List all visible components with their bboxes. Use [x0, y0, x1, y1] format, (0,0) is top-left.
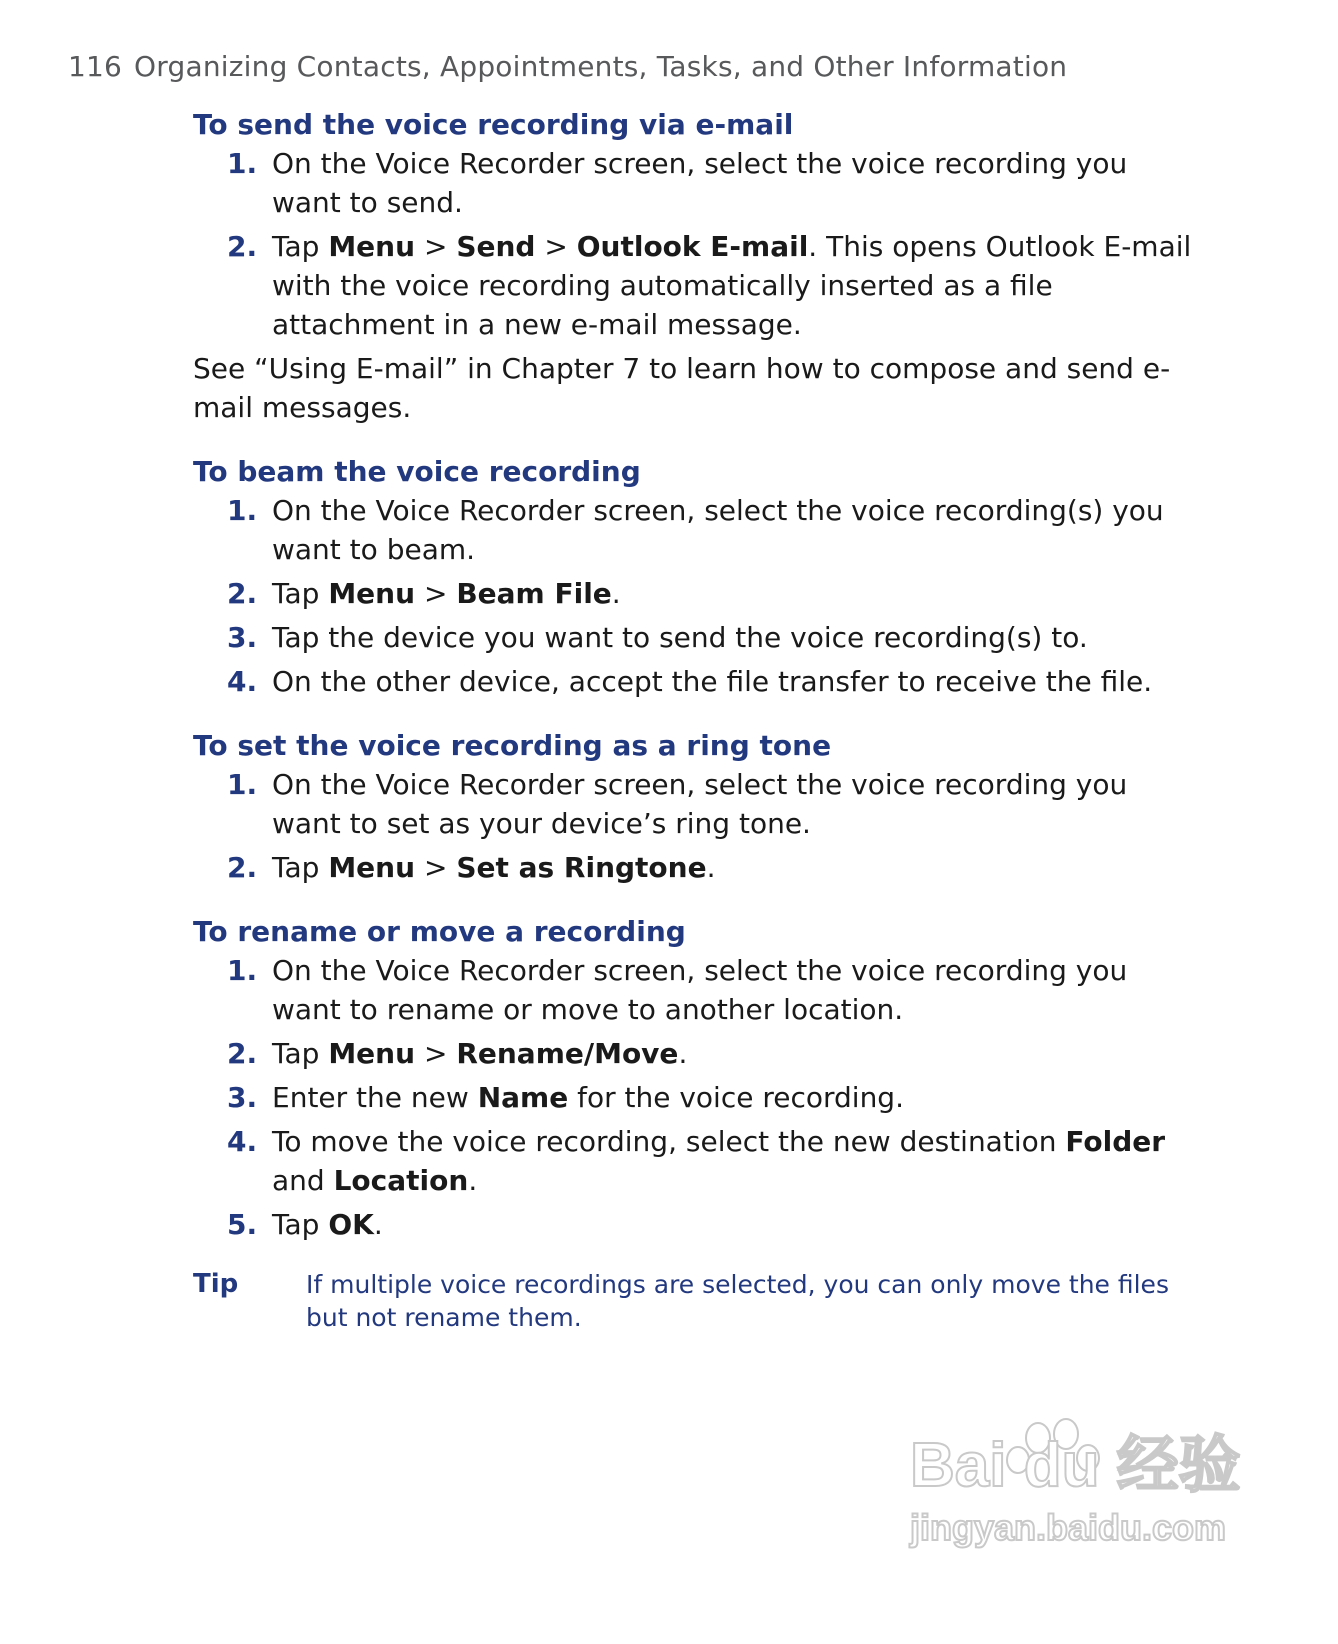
section-title: To send the voice recording via e-mail [193, 108, 794, 141]
step-text: . This opens Outlook E-mail with the voice recording automatically inserted as a file attachment in a new e-mail message. [272, 230, 1192, 341]
step-ui-term: OK [328, 1208, 374, 1241]
step-item [193, 618, 1193, 657]
step-text: > [415, 851, 457, 884]
step-ui-term: Rename/Move [456, 1037, 679, 1070]
step-text: . [373, 1208, 383, 1241]
step-number: 3. [227, 621, 258, 654]
step-text: . [468, 1164, 478, 1197]
step-item [193, 1034, 1193, 1073]
step-text: To move the voice recording, select the new destination [272, 1125, 1066, 1158]
tip-box [193, 1268, 1193, 1334]
section-note: See “Using E-mail” in Chapter 7 to learn how to compose and send e-mail messages. [193, 352, 1171, 424]
step-ui-term: Menu [328, 851, 416, 884]
step-ui-term: Beam File [456, 577, 612, 610]
section-title: To beam the voice recording [193, 455, 641, 488]
step-list [193, 765, 1193, 887]
step-item [193, 1205, 1193, 1244]
step-text: On the Voice Recorder screen, select the voice recording you want to send. [272, 147, 1128, 219]
section [193, 727, 1193, 887]
step-text: On the Voice Recorder screen, select the voice recording you want to set as your device’s ring tone. [272, 768, 1128, 840]
step-item [193, 765, 1193, 843]
step-text: Tap [272, 1208, 329, 1241]
step-number: 3. [227, 1081, 258, 1114]
step-text: On the Voice Recorder screen, select the voice recording(s) you want to beam. [272, 494, 1164, 566]
section [193, 913, 1193, 1244]
section-title: To set the voice recording as a ring tone [193, 729, 832, 762]
step-ui-term: Menu [328, 577, 416, 610]
step-ui-term: Name [477, 1081, 569, 1114]
step-text: and [272, 1164, 334, 1197]
baidu-watermark-logo [910, 1420, 1270, 1590]
tip-label: Tip [193, 1269, 239, 1299]
page-content [193, 106, 1193, 1334]
section [193, 453, 1193, 701]
step-text: Tap [272, 1037, 329, 1070]
step-ui-term: Location [333, 1164, 469, 1197]
step-ui-term: Menu [328, 1037, 416, 1070]
step-text: . [611, 577, 621, 610]
page-number: 116 [68, 50, 123, 83]
step-text: On the other device, accept the file transfer to receive the file. [272, 665, 1153, 698]
step-text: Enter the new [272, 1081, 478, 1114]
tip-text: If multiple voice recordings are selected, you can only move the files but not rename them. [306, 1270, 1169, 1332]
step-number: 2. [227, 851, 258, 884]
chapter-title: Organizing Contacts, Appointments, Tasks, and Other Information [134, 50, 1068, 83]
step-text: > [535, 230, 577, 263]
step-number: 4. [227, 1125, 258, 1158]
step-number: 1. [227, 494, 258, 527]
running-header [68, 50, 1067, 83]
step-item [193, 144, 1193, 222]
step-item [193, 848, 1193, 887]
step-number: 4. [227, 665, 258, 698]
section-title: To rename or move a recording [193, 915, 686, 948]
step-number: 1. [227, 954, 258, 987]
step-list [193, 491, 1193, 701]
step-text: On the Voice Recorder screen, select the voice recording you want to rename or move to another location. [272, 954, 1128, 1026]
step-number: 2. [227, 1037, 258, 1070]
step-number: 1. [227, 768, 258, 801]
step-item [193, 1122, 1193, 1200]
step-ui-term: Set as Ringtone [456, 851, 707, 884]
step-ui-term: Folder [1065, 1125, 1166, 1158]
watermark-url: jingyan.baidu.com [910, 1507, 1227, 1548]
step-text: > [415, 230, 457, 263]
step-item [193, 491, 1193, 569]
step-text: Tap the device you want to send the voice recording(s) to. [272, 621, 1088, 654]
step-text: > [415, 577, 457, 610]
step-text: . [678, 1037, 688, 1070]
step-text: Tap [272, 230, 329, 263]
step-list [193, 951, 1193, 1244]
step-text: > [415, 1037, 457, 1070]
step-item [193, 662, 1193, 701]
step-number: 1. [227, 147, 258, 180]
step-number: 2. [227, 230, 258, 263]
step-number: 5. [227, 1208, 258, 1241]
step-text: for the voice recording. [568, 1081, 904, 1114]
watermark-brand: Bai du 经验 [910, 1431, 1241, 1500]
step-item [193, 574, 1193, 613]
step-ui-term: Send [456, 230, 536, 263]
step-list [193, 144, 1193, 344]
step-item [193, 951, 1193, 1029]
step-text: Tap [272, 851, 329, 884]
step-ui-term: Menu [328, 230, 416, 263]
section [193, 106, 1193, 427]
step-text: . [706, 851, 716, 884]
step-item [193, 1078, 1193, 1117]
step-ui-term: Outlook E-mail [576, 230, 809, 263]
step-text: Tap [272, 577, 329, 610]
step-item [193, 227, 1193, 344]
step-number: 2. [227, 577, 258, 610]
